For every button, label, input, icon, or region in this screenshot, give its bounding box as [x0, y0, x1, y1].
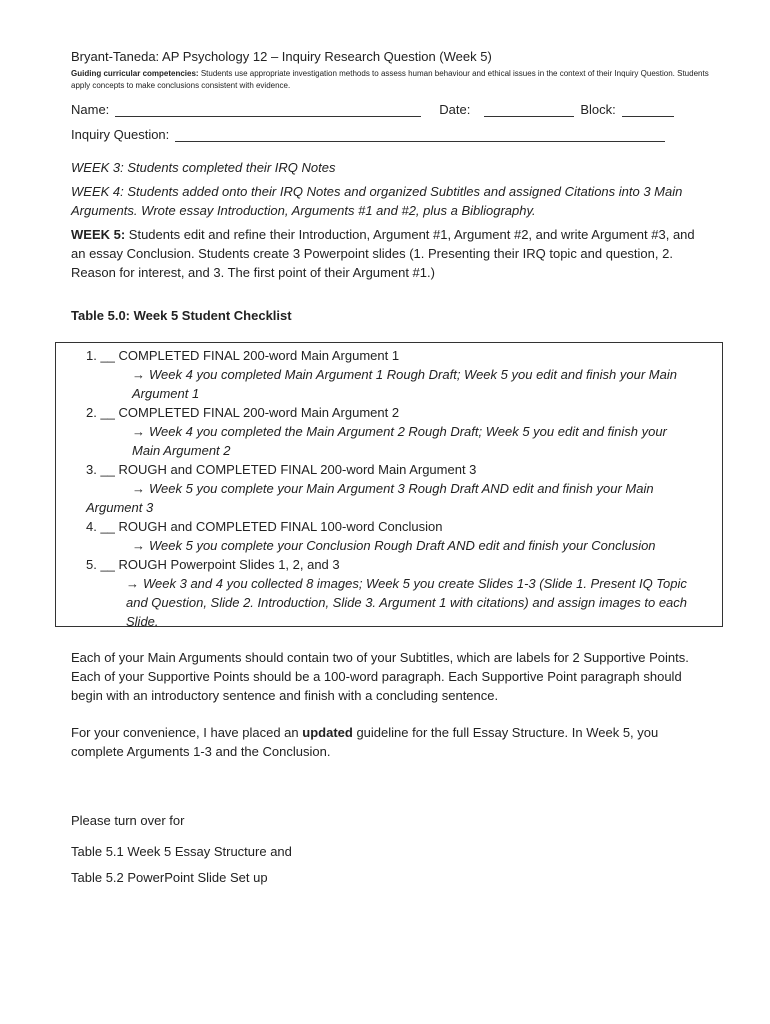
name-date-block-row [71, 102, 711, 117]
week3-note: WEEK 3: Students completed their IRQ Notes [71, 160, 336, 175]
checklist-item-3-detail-text: Week 5 you complete your Main Argument 3 Rough Draft AND edit and finish your Main [149, 481, 654, 496]
week5-label: WEEK 5: [71, 227, 126, 242]
arrow-icon: → [132, 424, 145, 439]
updated-emphasis: updated [302, 725, 353, 740]
competency-text: Students use appropriate investigation methods to assess human behaviour and ethical issues in the context of their Inquiry Question. Students apply concepts to make conclusions consistent with evidence. [71, 69, 709, 90]
competency-statement [71, 68, 711, 92]
checklist-item-2-detail [132, 422, 712, 441]
inquiry-row [71, 127, 711, 142]
week4-note: WEEK 4: Students added onto their IRQ Notes and organized Subtitles and assigned Citations into 3 Main Arguments. Wrote essay Introduction, Arguments #1 and #2, plus a Bibliography. [71, 184, 683, 218]
checklist-item-4-detail-text: Week 5 you complete your Conclusion Rough Draft AND edit and finish your Conclusion [149, 538, 656, 553]
essay-structure-paragraph [71, 723, 701, 761]
essay-structure-text-a: For your convenience, I have placed an [71, 725, 303, 740]
table-5-1-reference: Table 5.1 Week 5 Essay Structure and [71, 844, 292, 859]
block-field[interactable] [622, 103, 674, 117]
checklist-item-1: 1. __ COMPLETED FINAL 200-word Main Argument 1 [86, 348, 400, 363]
turn-over-note: Please turn over for [71, 813, 185, 828]
checklist-item-5-detail [126, 574, 712, 593]
arguments-paragraph: Each of your Main Arguments should contain two of your Subtitles, which are labels for 2 Supportive Points. Each of your Supportive Points should be a 100-word paragraph. Each Supportive Point paragraph should begin with an introductory sentence and finish with a concluding sentence. [71, 650, 689, 703]
table-5-2-reference: Table 5.2 PowerPoint Slide Set up [71, 870, 268, 885]
checklist-item-5-detail-cont: and Question, Slide 2. Introduction, Slide 3. Argument 1 with citations) and assign images to each [126, 595, 688, 610]
date-field[interactable] [484, 103, 574, 117]
arrow-icon: → [132, 367, 145, 382]
checklist-item-5-detail-text: Week 3 and 4 you collected 8 images; Week 5 you create Slides 1-3 (Slide 1. Present IQ Topic [143, 576, 687, 591]
checklist-title: Table 5.0: Week 5 Student Checklist [71, 308, 292, 323]
week5-text: Students edit and refine their Introduction, Argument #1, Argument #2, and write Argument #3, and an essay Conclusion. Students create 3 Powerpoint slides (1. Presenting their IRQ topic and question, 2. Reason for interest, and 3. The first point of their Argument #1.) [71, 227, 695, 280]
block-label: Block: [580, 102, 616, 117]
checklist-item-3: 3. __ ROUGH and COMPLETED FINAL 200-word Main Argument 3 [86, 462, 477, 477]
arrow-icon: → [126, 576, 139, 591]
checklist-item-4: 4. __ ROUGH and COMPLETED FINAL 100-word Conclusion [86, 519, 443, 534]
checklist-item-1-detail [132, 365, 712, 384]
checklist-item-1-detail-text: Week 4 you completed Main Argument 1 Rough Draft; Week 5 you edit and finish your Main [149, 367, 677, 382]
essay-structure-text-b: guideline for the full Essay Structure. In Week 5, you complete Arguments 1-3 and the Conclusion. [71, 725, 659, 759]
name-field[interactable] [115, 103, 421, 117]
name-label: Name: [71, 102, 110, 117]
checklist-item-3-detail-cont: Argument 3 [86, 500, 154, 515]
date-label: Date: [439, 102, 471, 117]
instructions-section [71, 648, 701, 887]
student-checklist [55, 342, 723, 627]
checklist-item-3-detail [132, 479, 712, 498]
inquiry-label: Inquiry Question: [71, 127, 170, 142]
competency-label: Guiding curricular competencies: [71, 69, 199, 78]
week5-note [71, 225, 711, 282]
checklist-item-1-detail-cont: Argument 1 [132, 386, 200, 401]
document-page [71, 48, 711, 333]
checklist-item-4-detail [132, 536, 712, 555]
checklist-item-5: 5. __ ROUGH Powerpoint Slides 1, 2, and 3 [86, 557, 340, 572]
checklist-item-2-detail-cont: Main Argument 2 [132, 443, 231, 458]
arrow-icon: → [132, 481, 145, 496]
arrow-icon: → [132, 538, 145, 553]
checklist-item-2: 2. __ COMPLETED FINAL 200-word Main Argument 2 [86, 405, 400, 420]
checklist-item-5-detail-cont2: Slide. [126, 614, 159, 629]
inquiry-field[interactable] [175, 128, 665, 142]
checklist-item-2-detail-text: Week 4 you completed the Main Argument 2 Rough Draft; Week 5 you edit and finish your [149, 424, 667, 439]
page-title: Bryant-Taneda: AP Psychology 12 – Inquiry Research Question (Week 5) [71, 49, 492, 64]
